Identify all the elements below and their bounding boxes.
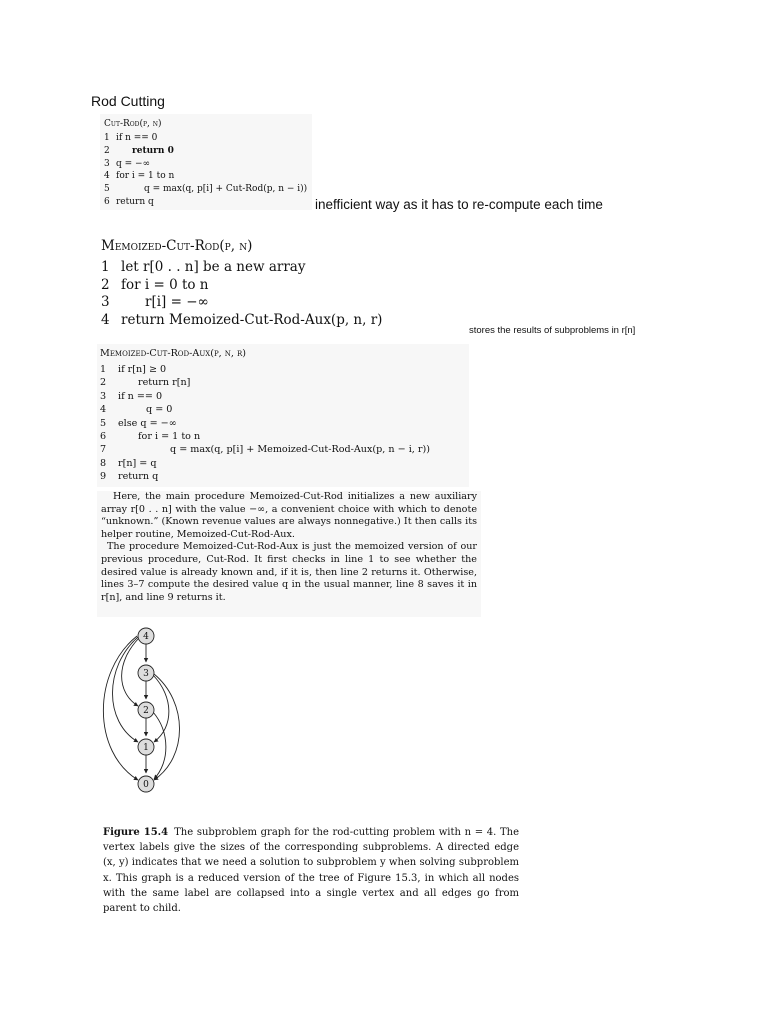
memoized-aux-pseudocode (97, 344, 469, 487)
node-label: 1 (143, 743, 149, 753)
cut-rod-pseudocode (100, 114, 312, 210)
code-line: 6 return q (104, 196, 154, 207)
code-line: 2 return r[n] (100, 377, 191, 389)
paragraph-2: The procedure Memoized-Cut-Rod-Aux is just the memoized version of our previous procedure, Cut-Rod. It first checks in line 1 to see whether the desired value is already known and, if it is, then line 2 returns it. Otherwise, lines 3–7 compute the desired value q in the usual manner, line 8 saves it in r[n], and line 9 returns it. (101, 541, 477, 603)
explanation-paragraph (97, 491, 481, 617)
edge-4-1 (113, 637, 139, 742)
code-line: 4 for i = 1 to n (104, 171, 175, 182)
code-line: 9 return q (100, 471, 159, 483)
edge-4-0 (103, 636, 138, 780)
subproblem-graph (96, 622, 186, 798)
paragraph-1: Here, the main procedure Memoized-Cut-Rod initializes a new auxiliary array r[0 . . n] with the value −∞, a convenient choice with which to denote “unknown.” (Known revenue values are always nonnegative.) It then calls its helper routine, Memoized-Cut-Rod-Aux. (101, 491, 477, 540)
code-line: 3 q = −∞ (104, 158, 151, 169)
code-line: 3 r[i] = −∞ (101, 294, 209, 310)
code-line: 1 let r[0 . . n] be a new array (101, 259, 306, 275)
note-inefficient: inefficient way as it has to re-compute each time (315, 197, 603, 212)
code-line: 5 q = max(q, p[i] + Cut-Rod(p, n − i)) (104, 184, 308, 195)
edge-3-1 (153, 675, 169, 742)
figure-label: Figure 15.4 (103, 827, 169, 838)
node-label: 2 (143, 706, 149, 716)
code-line: 2 return 0 (104, 145, 174, 156)
figure-caption (103, 825, 519, 916)
node-label: 4 (143, 632, 149, 642)
code-line: 7 q = max(q, p[i] + Memoized-Cut-Rod-Aux(p, n − i, r)) (100, 444, 430, 456)
code-line: 5 else q = −∞ (100, 417, 177, 429)
code-line: 3 if n == 0 (100, 390, 163, 402)
node-label: 3 (143, 669, 149, 679)
code-line: 4 q = 0 (100, 404, 173, 416)
code-line: 1 if n == 0 (104, 133, 158, 143)
node-label: 0 (143, 780, 149, 790)
aux-title: Memoized-Cut-Rod-Aux(p, n, r) (100, 348, 246, 359)
caption-text: The subproblem graph for the rod-cutting problem with n = 4. The vertex labels give the sizes of the corresponding subproblems. A directed edge (x, y) indicates that we need a solution to subproblem y when solving subproblem x. This graph is a reduced version of the tree of Figure 15.3, in which all nodes with the same label are collapsed into a single vertex and all edges go from parent to child. (103, 827, 519, 915)
memoized-cut-rod-pseudocode (100, 236, 430, 328)
code-line: 1 if r[n] ≥ 0 (100, 364, 167, 375)
edge-2-0 (153, 712, 166, 779)
code-line: 8 r[n] = q (100, 457, 157, 469)
note-memo: stores the results of subproblems in r[n] (469, 325, 636, 336)
page-heading: Rod Cutting (91, 93, 165, 109)
cut-rod-title: Cut-Rod(p, n) (104, 119, 162, 129)
memoized-title: Memoized-Cut-Rod(p, n) (101, 238, 253, 254)
code-line: 2 for i = 0 to n (101, 276, 209, 293)
code-line: 6 for i = 1 to n (100, 430, 201, 442)
code-line: 4 return Memoized-Cut-Rod-Aux(p, n, r) (101, 311, 383, 328)
edge-3-0 (154, 674, 180, 780)
